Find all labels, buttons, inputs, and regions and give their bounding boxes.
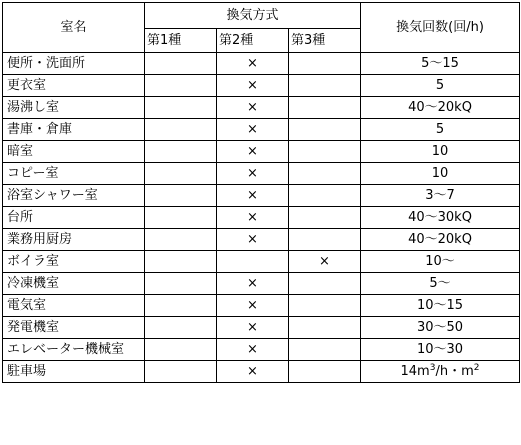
type1-mark-cell: [145, 185, 217, 207]
ventilation-table: [2, 2, 520, 383]
type2-mark-cell: ×: [217, 163, 289, 185]
room-name-cell: 便所・洗面所: [3, 53, 145, 75]
room-name-cell: 電気室: [3, 295, 145, 317]
type2-mark-cell: ×: [217, 273, 289, 295]
type3-mark-cell: [289, 339, 361, 361]
ventilation-rate-cell: 5〜: [361, 273, 520, 295]
room-name-cell: 暗室: [3, 141, 145, 163]
ventilation-rate-cell: 30〜50: [361, 317, 520, 339]
type2-mark-cell: [217, 251, 289, 273]
table-row: [3, 361, 520, 383]
ventilation-rate-cell: 10: [361, 163, 520, 185]
type3-mark-cell: [289, 229, 361, 251]
type2-mark-cell: ×: [217, 119, 289, 141]
ventilation-rate-cell: 3〜7: [361, 185, 520, 207]
room-name-cell: 冷凍機室: [3, 273, 145, 295]
table-row: [3, 273, 520, 295]
type3-mark-cell: [289, 75, 361, 97]
room-name-cell: 発電機室: [3, 317, 145, 339]
type3-mark-cell: [289, 163, 361, 185]
type3-mark-cell: [289, 53, 361, 75]
type2-mark-cell: ×: [217, 207, 289, 229]
table-row: [3, 339, 520, 361]
type2-mark-cell: ×: [217, 229, 289, 251]
ventilation-rate-cell: 10〜30: [361, 339, 520, 361]
type3-mark-cell: [289, 295, 361, 317]
type1-mark-cell: [145, 53, 217, 75]
type3-mark-cell: [289, 361, 361, 383]
ventilation-rate-cell: 5: [361, 119, 520, 141]
ventilation-rate-cell: 10〜: [361, 251, 520, 273]
room-name-cell: 業務用厨房: [3, 229, 145, 251]
type1-mark-cell: [145, 317, 217, 339]
room-name-cell: 更衣室: [3, 75, 145, 97]
type1-mark-cell: [145, 163, 217, 185]
room-name-cell: 書庫・倉庫: [3, 119, 145, 141]
table-row: [3, 97, 520, 119]
type2-mark-cell: ×: [217, 361, 289, 383]
table-row: [3, 75, 520, 97]
type1-mark-cell: [145, 141, 217, 163]
type1-mark-cell: [145, 251, 217, 273]
type3-mark-cell: ×: [289, 251, 361, 273]
type3-mark-cell: [289, 141, 361, 163]
ventilation-rate-cell: 10〜15: [361, 295, 520, 317]
type1-mark-cell: [145, 295, 217, 317]
type3-mark-cell: [289, 207, 361, 229]
ventilation-rate-cell: 40〜30kQ: [361, 207, 520, 229]
table-row: [3, 119, 520, 141]
ventilation-rate-cell: 40〜20kQ: [361, 229, 520, 251]
room-name-cell: エレベーター機械室: [3, 339, 145, 361]
type3-mark-cell: [289, 97, 361, 119]
type1-mark-cell: [145, 119, 217, 141]
table-row: [3, 229, 520, 251]
rate-superscript: 3: [429, 362, 436, 373]
rate-text: 14m: [400, 363, 430, 379]
ventilation-method-header: 換気方式: [145, 3, 361, 29]
method-type1-header: 第1種: [145, 29, 217, 53]
rate-superscript: 2: [473, 362, 480, 373]
room-name-cell: 湯沸し室: [3, 97, 145, 119]
table-body: [3, 53, 520, 383]
ventilation-rate-header: 換気回数(回/h): [361, 3, 520, 53]
type2-mark-cell: ×: [217, 97, 289, 119]
room-name-cell: 台所: [3, 207, 145, 229]
rate-text-unit: /h・m: [435, 363, 474, 379]
type1-mark-cell: [145, 273, 217, 295]
type3-mark-cell: [289, 185, 361, 207]
method-type3-header: 第3種: [289, 29, 361, 53]
type2-mark-cell: ×: [217, 185, 289, 207]
type2-mark-cell: ×: [217, 317, 289, 339]
room-name-cell: ボイラ室: [3, 251, 145, 273]
type2-mark-cell: ×: [217, 75, 289, 97]
table-row: [3, 53, 520, 75]
type2-mark-cell: ×: [217, 141, 289, 163]
room-name-cell: コピー室: [3, 163, 145, 185]
room-name-cell: 駐車場: [3, 361, 145, 383]
type3-mark-cell: [289, 273, 361, 295]
table-row: [3, 207, 520, 229]
method-type2-header: 第2種: [217, 29, 289, 53]
ventilation-rate-cell: 40〜20kQ: [361, 97, 520, 119]
table-row: [3, 295, 520, 317]
type3-mark-cell: [289, 317, 361, 339]
table-row: [3, 251, 520, 273]
type1-mark-cell: [145, 361, 217, 383]
ventilation-rate-cell: [361, 361, 520, 383]
type1-mark-cell: [145, 229, 217, 251]
table-row: [3, 141, 520, 163]
ventilation-rate-cell: 5: [361, 75, 520, 97]
type1-mark-cell: [145, 97, 217, 119]
table-row: [3, 185, 520, 207]
type1-mark-cell: [145, 207, 217, 229]
type2-mark-cell: ×: [217, 339, 289, 361]
type3-mark-cell: [289, 119, 361, 141]
room-name-cell: 浴室シャワー室: [3, 185, 145, 207]
type2-mark-cell: ×: [217, 295, 289, 317]
table-row: [3, 317, 520, 339]
ventilation-rate-cell: 10: [361, 141, 520, 163]
table-row: [3, 163, 520, 185]
room-name-header: 室名: [3, 3, 145, 53]
type1-mark-cell: [145, 339, 217, 361]
type2-mark-cell: ×: [217, 53, 289, 75]
ventilation-rate-cell: 5〜15: [361, 53, 520, 75]
type1-mark-cell: [145, 75, 217, 97]
